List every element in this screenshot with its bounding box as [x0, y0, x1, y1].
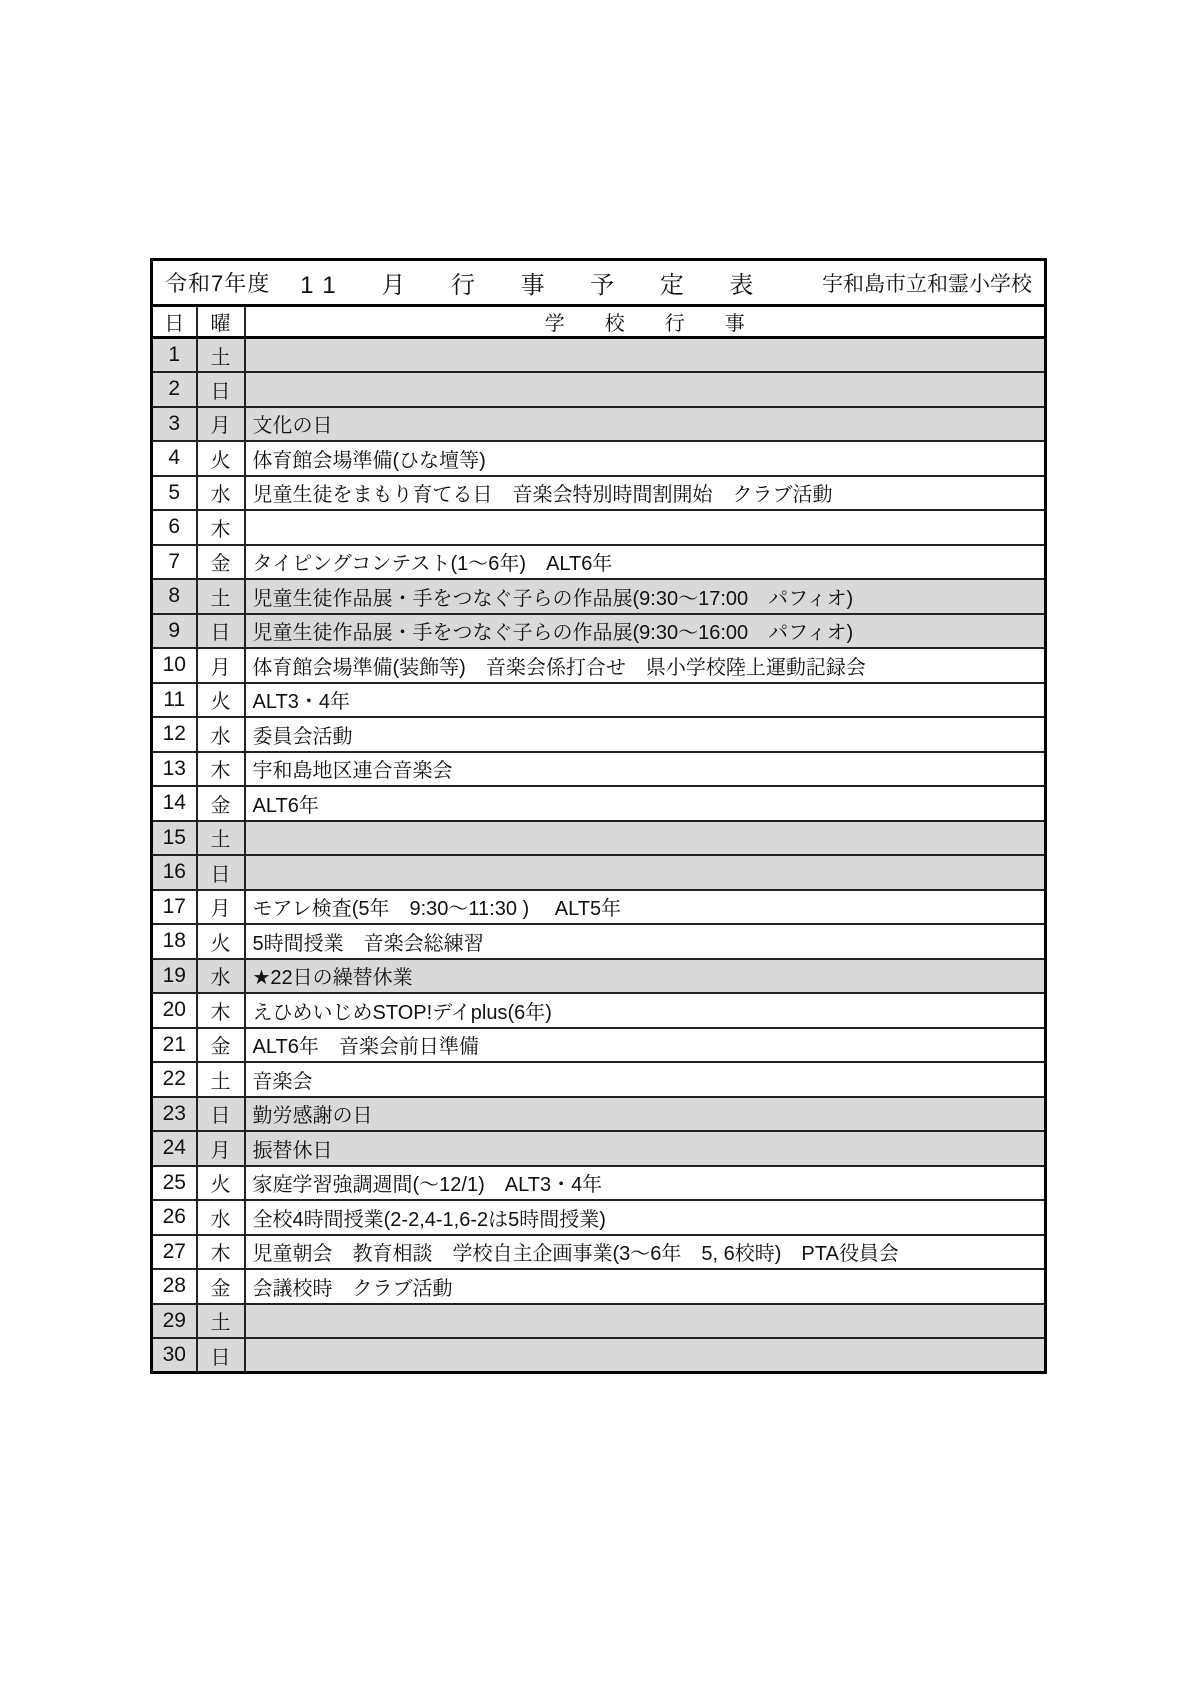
event-text: タイピングコンテスト(1～6年) ALT6年	[245, 545, 1046, 580]
col-header-weekday: 曜	[197, 306, 245, 338]
schedule-row	[152, 855, 1046, 890]
event-text	[245, 338, 1046, 373]
event-text	[245, 510, 1046, 545]
day-number: 14	[152, 786, 197, 821]
day-number: 24	[152, 1131, 197, 1166]
weekday-label: 木	[197, 1235, 245, 1270]
weekday-label: 金	[197, 1269, 245, 1304]
weekday-label: 水	[197, 1200, 245, 1235]
weekday-label: 月	[197, 407, 245, 442]
weekday-label: 金	[197, 545, 245, 580]
weekday-label: 水	[197, 959, 245, 994]
weekday-label: 木	[197, 510, 245, 545]
schedule-body	[152, 338, 1046, 1373]
title-bar	[165, 265, 1032, 300]
schedule-row	[152, 786, 1046, 821]
day-number: 12	[152, 717, 197, 752]
day-number: 15	[152, 821, 197, 856]
weekday-label: 日	[197, 1097, 245, 1132]
schedule-row	[152, 959, 1046, 994]
schedule-row	[152, 545, 1046, 580]
event-text: 体育館会場準備(装飾等) 音楽会係打合せ 県小学校陸上運動記録会	[245, 648, 1046, 683]
event-text: 振替休日	[245, 1131, 1046, 1166]
weekday-label: 日	[197, 1338, 245, 1373]
day-number: 22	[152, 1062, 197, 1097]
schedule-row	[152, 1235, 1046, 1270]
event-text	[245, 855, 1046, 890]
schedule-row	[152, 1269, 1046, 1304]
col-header-events: 学 校 行 事	[245, 306, 1046, 338]
schedule-row	[152, 648, 1046, 683]
day-number: 29	[152, 1304, 197, 1339]
weekday-label: 月	[197, 1131, 245, 1166]
schedule-row	[152, 717, 1046, 752]
weekday-label: 木	[197, 752, 245, 787]
event-text: 児童朝会 教育相談 学校自主企画事業(3～6年 5, 6校時) PTA役員会	[245, 1235, 1046, 1270]
fiscal-year-label: 令和7年度	[165, 271, 271, 296]
day-number: 16	[152, 855, 197, 890]
schedule-row	[152, 1028, 1046, 1063]
weekday-label: 火	[197, 441, 245, 476]
schedule-row	[152, 993, 1046, 1028]
weekday-label: 金	[197, 786, 245, 821]
schedule-row	[152, 821, 1046, 856]
event-text: 児童生徒作品展・手をつなぐ子らの作品展(9:30～16:00 パフィオ)	[245, 614, 1046, 649]
schedule-row	[152, 683, 1046, 718]
event-text: ALT6年 音楽会前日準備	[245, 1028, 1046, 1063]
event-text: えひめいじめSTOP!デイplus(6年)	[245, 993, 1046, 1028]
event-text: 文化の日	[245, 407, 1046, 442]
schedule-row	[152, 1304, 1046, 1339]
day-number: 20	[152, 993, 197, 1028]
page-title: 11 月 行 事 予 定 表	[300, 272, 765, 299]
day-number: 4	[152, 441, 197, 476]
event-text: 全校4時間授業(2-2,4-1,6-2は5時間授業)	[245, 1200, 1046, 1235]
weekday-label: 火	[197, 924, 245, 959]
weekday-label: 月	[197, 890, 245, 925]
title-row	[152, 260, 1046, 306]
event-text: ALT6年	[245, 786, 1046, 821]
day-number: 8	[152, 579, 197, 614]
col-header-day: 日	[152, 306, 197, 338]
day-number: 27	[152, 1235, 197, 1270]
weekday-label: 土	[197, 1304, 245, 1339]
column-header-row	[152, 306, 1046, 338]
schedule-row	[152, 890, 1046, 925]
day-number: 3	[152, 407, 197, 442]
event-text: 委員会活動	[245, 717, 1046, 752]
event-text: 家庭学習強調週間(～12/1) ALT3・4年	[245, 1166, 1046, 1201]
weekday-label: 木	[197, 993, 245, 1028]
weekday-label: 日	[197, 614, 245, 649]
weekday-label: 火	[197, 683, 245, 718]
weekday-label: 月	[197, 648, 245, 683]
event-text: 会議校時 クラブ活動	[245, 1269, 1046, 1304]
event-text: 宇和島地区連合音楽会	[245, 752, 1046, 787]
weekday-label: 水	[197, 476, 245, 511]
schedule-row	[152, 510, 1046, 545]
event-text: 児童生徒をまもり育てる日 音楽会特別時間割開始 クラブ活動	[245, 476, 1046, 511]
event-text: 児童生徒作品展・手をつなぐ子らの作品展(9:30～17:00 パフィオ)	[245, 579, 1046, 614]
event-text	[245, 1338, 1046, 1373]
day-number: 2	[152, 372, 197, 407]
event-text: ALT3・4年	[245, 683, 1046, 718]
day-number: 9	[152, 614, 197, 649]
day-number: 18	[152, 924, 197, 959]
event-text: 5時間授業 音楽会総練習	[245, 924, 1046, 959]
day-number: 30	[152, 1338, 197, 1373]
event-text: ★22日の繰替休業	[245, 959, 1046, 994]
schedule-row	[152, 338, 1046, 373]
weekday-label: 水	[197, 717, 245, 752]
day-number: 6	[152, 510, 197, 545]
schedule-row	[152, 441, 1046, 476]
event-text: 音楽会	[245, 1062, 1046, 1097]
event-text	[245, 1304, 1046, 1339]
schedule-row	[152, 1200, 1046, 1235]
school-name: 宇和島市立和霊小学校	[822, 272, 1032, 296]
day-number: 13	[152, 752, 197, 787]
schedule-row	[152, 614, 1046, 649]
day-number: 7	[152, 545, 197, 580]
schedule-row	[152, 1097, 1046, 1132]
weekday-label: 土	[197, 1062, 245, 1097]
event-text	[245, 372, 1046, 407]
event-text: 勤労感謝の日	[245, 1097, 1046, 1132]
day-number: 23	[152, 1097, 197, 1132]
weekday-label: 土	[197, 338, 245, 373]
weekday-label: 日	[197, 372, 245, 407]
schedule-row	[152, 476, 1046, 511]
schedule-row	[152, 372, 1046, 407]
schedule-row	[152, 579, 1046, 614]
schedule-row	[152, 924, 1046, 959]
schedule-row	[152, 752, 1046, 787]
day-number: 21	[152, 1028, 197, 1063]
day-number: 11	[152, 683, 197, 718]
day-number: 5	[152, 476, 197, 511]
day-number: 28	[152, 1269, 197, 1304]
schedule-row	[152, 407, 1046, 442]
schedule-row	[152, 1166, 1046, 1201]
weekday-label: 金	[197, 1028, 245, 1063]
schedule-row	[152, 1062, 1046, 1097]
day-number: 19	[152, 959, 197, 994]
day-number: 26	[152, 1200, 197, 1235]
weekday-label: 火	[197, 1166, 245, 1201]
day-number: 1	[152, 338, 197, 373]
schedule-table	[150, 258, 1047, 1374]
weekday-label: 日	[197, 855, 245, 890]
event-text: モアレ検査(5年 9:30～11:30 ) ALT5年	[245, 890, 1046, 925]
day-number: 25	[152, 1166, 197, 1201]
day-number: 10	[152, 648, 197, 683]
event-text	[245, 821, 1046, 856]
schedule-row	[152, 1131, 1046, 1166]
weekday-label: 土	[197, 579, 245, 614]
weekday-label: 土	[197, 821, 245, 856]
schedule-row	[152, 1338, 1046, 1373]
day-number: 17	[152, 890, 197, 925]
event-text: 体育館会場準備(ひな壇等)	[245, 441, 1046, 476]
